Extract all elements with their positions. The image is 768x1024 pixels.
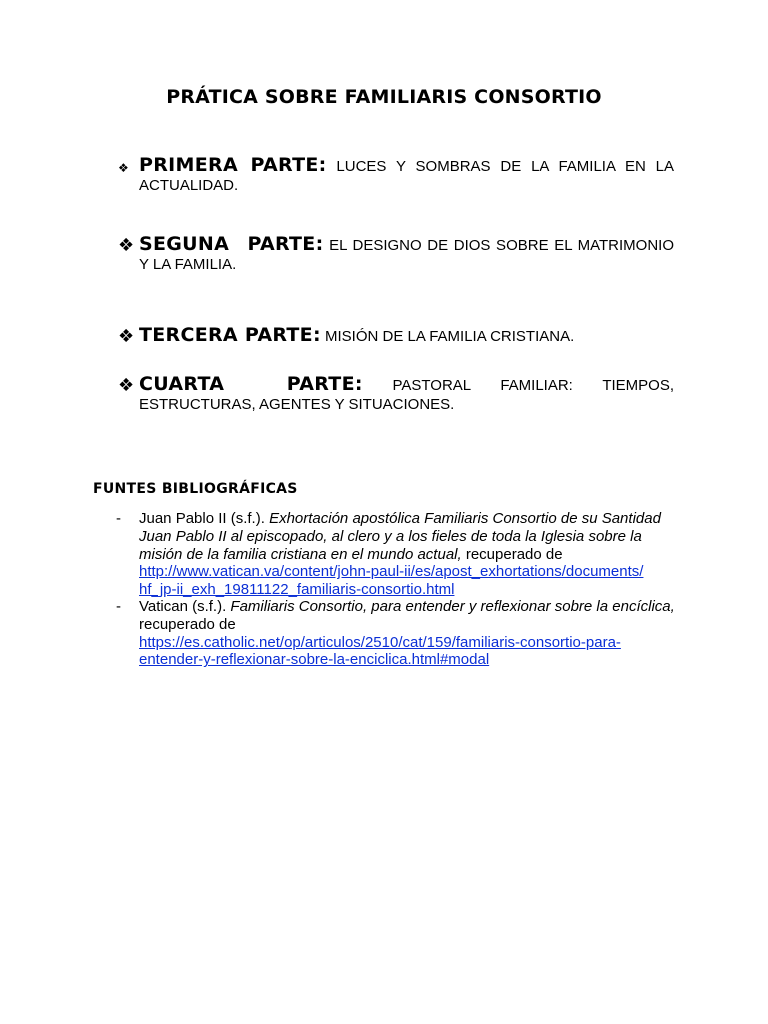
reference-link-line1: http://www.vatican.va/content/john-paul-ii/es/apost_exhortations/documents/ — [139, 563, 644, 581]
reference-retrieved: recuperado de — [461, 545, 563, 563]
section-text — [139, 326, 674, 346]
section-tercera-parte — [118, 326, 674, 346]
section-body: MISIÓN DE LA FAMILIA CRISTIANA. — [325, 328, 575, 345]
section-body: EL DESIGNO DE DIOS SOBRE EL MATRIMONIO Y LA FAMILIA. — [139, 237, 674, 273]
section-heading: PRIMERA PARTE: — [139, 154, 327, 176]
section-body: LUCES Y SOMBRAS DE LA FAMILIA EN LA ACTUALIDAD. — [139, 158, 674, 194]
reference-text — [139, 510, 676, 599]
section-heading: CUARTA PARTE: — [139, 373, 363, 395]
list-dash: - — [116, 510, 121, 527]
reference-link[interactable] — [139, 563, 676, 599]
reference-link[interactable] — [139, 634, 676, 670]
section-text — [139, 375, 674, 414]
reference-author: Juan Pablo II (s.f.). — [139, 510, 270, 527]
section-primera-parte — [118, 156, 674, 195]
reference-work: Exhortación apostólica Familiaris Consortio de su Santidad Juan Pablo II al episcopado, al clero y a los fieles de toda la Iglesia sobre la misión de la familia cristiana en el mundo actual, — [139, 510, 661, 563]
reference-link-line1: https://es.catholic.net/op/articulos/2510/cat/159/familiaris-consortio-para- — [139, 633, 621, 651]
reference-retrieved: recuperado de — [139, 615, 236, 633]
reference-work: Familiaris Consortio, para entender y reflexionar sobre la encíclica, — [230, 598, 675, 615]
diamond-bullet-icon: ❖ — [118, 375, 135, 396]
section-text — [139, 235, 674, 274]
reference-item — [116, 510, 676, 599]
section-seguna-parte — [118, 235, 674, 274]
diamond-bullet-icon: ❖ — [118, 235, 135, 256]
section-cuarta-parte — [118, 375, 674, 414]
section-body: PASTORAL FAMILIAR: TIEMPOS, ESTRUCTURAS, AGENTES Y SITUACIONES. — [139, 377, 674, 413]
reference-author: Vatican (s.f.). — [139, 598, 231, 615]
list-dash: - — [116, 598, 121, 615]
section-heading: SEGUNA PARTE: — [139, 233, 324, 255]
references-title: FUNTES BIBLIOGRÁFICAS — [93, 481, 298, 497]
reference-text — [139, 598, 676, 669]
document-title: PRÁTICA SOBRE FAMILIARIS CONSORTIO — [166, 86, 602, 108]
diamond-bullet-icon: ❖ — [118, 326, 135, 347]
reference-link-line2: entender-y-reflexionar-sobre-la-enciclica.html#modal — [139, 651, 490, 669]
reference-item — [116, 598, 676, 669]
reference-link-line2: hf_jp-ii_exh_19811122_familiaris-consortio.html — [139, 581, 455, 599]
diamond-bullet-icon: ❖ — [118, 161, 129, 175]
section-text — [139, 156, 674, 195]
section-heading: TERCERA PARTE: — [139, 324, 321, 346]
